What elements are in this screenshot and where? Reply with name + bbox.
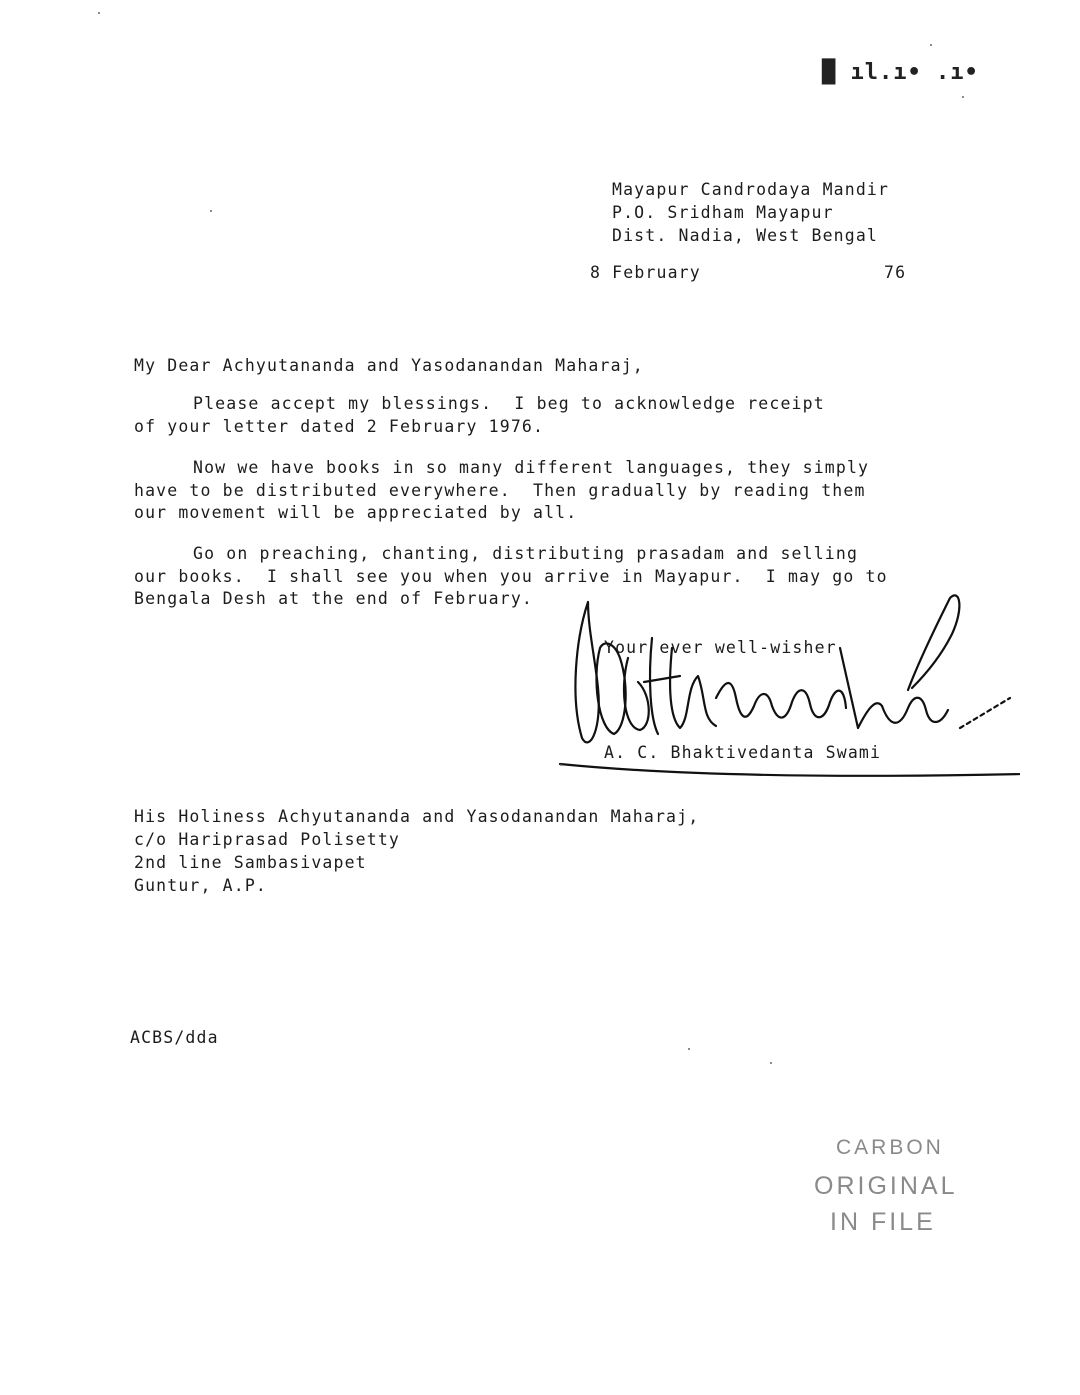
stamp-line-2: ORIGINAL [814, 1172, 958, 1200]
stamp-line-1: CARBON [836, 1136, 944, 1159]
letter-date: 8 February [590, 263, 701, 282]
recipient-line-2: c/o Hariprasad Polisetty [134, 830, 401, 849]
paper-speck [560, 764, 562, 766]
address-line-3: Dist. Nadia, West Bengal [612, 226, 879, 245]
paper-speck [962, 96, 964, 98]
reference-initials: ACBS/dda [130, 1028, 219, 1047]
paper-speck [930, 44, 932, 46]
body-line: Please accept my blessings. I beg to acknowledge receipt [193, 394, 825, 413]
body-line: of your letter dated 2 February 1976. [134, 417, 545, 436]
salutation: My Dear Achyutananda and Yasodanandan Maharaj, [134, 356, 644, 375]
signature-name: A. C. Bhaktivedanta Swami [604, 743, 882, 762]
address-line-2: P.O. Sridham Mayapur [612, 203, 834, 222]
recipient-line-3: 2nd line Sambasivapet [134, 853, 367, 872]
body-line: Bengala Desh at the end of February. [134, 589, 534, 608]
body-line: our movement will be appreciated by all. [134, 503, 578, 522]
stamp-line-3: IN FILE [830, 1208, 936, 1236]
body-line: have to be distributed everywhere. Then gradually by reading them [134, 481, 866, 500]
paper-speck [210, 210, 212, 212]
address-line-1: Mayapur Candrodaya Mandir [612, 180, 890, 199]
paper-speck [688, 1048, 690, 1050]
paper-speck [98, 12, 100, 14]
filing-mark: █ ıl.ı• .ı• [822, 60, 979, 85]
body-line: Now we have books in so many different languages, they simply [193, 458, 870, 477]
recipient-line-4: Guntur, A.P. [134, 876, 268, 895]
closing: Your ever well-wisher [604, 638, 837, 657]
letter-year: 76 [884, 263, 907, 282]
body-line: Go on preaching, chanting, distributing prasadam and selling [193, 544, 859, 563]
body-line: our books. I shall see you when you arrive in Mayapur. I may go to [134, 567, 888, 586]
paper-speck [770, 1062, 772, 1064]
recipient-line-1: His Holiness Achyutananda and Yasodanandan Maharaj, [134, 807, 700, 826]
